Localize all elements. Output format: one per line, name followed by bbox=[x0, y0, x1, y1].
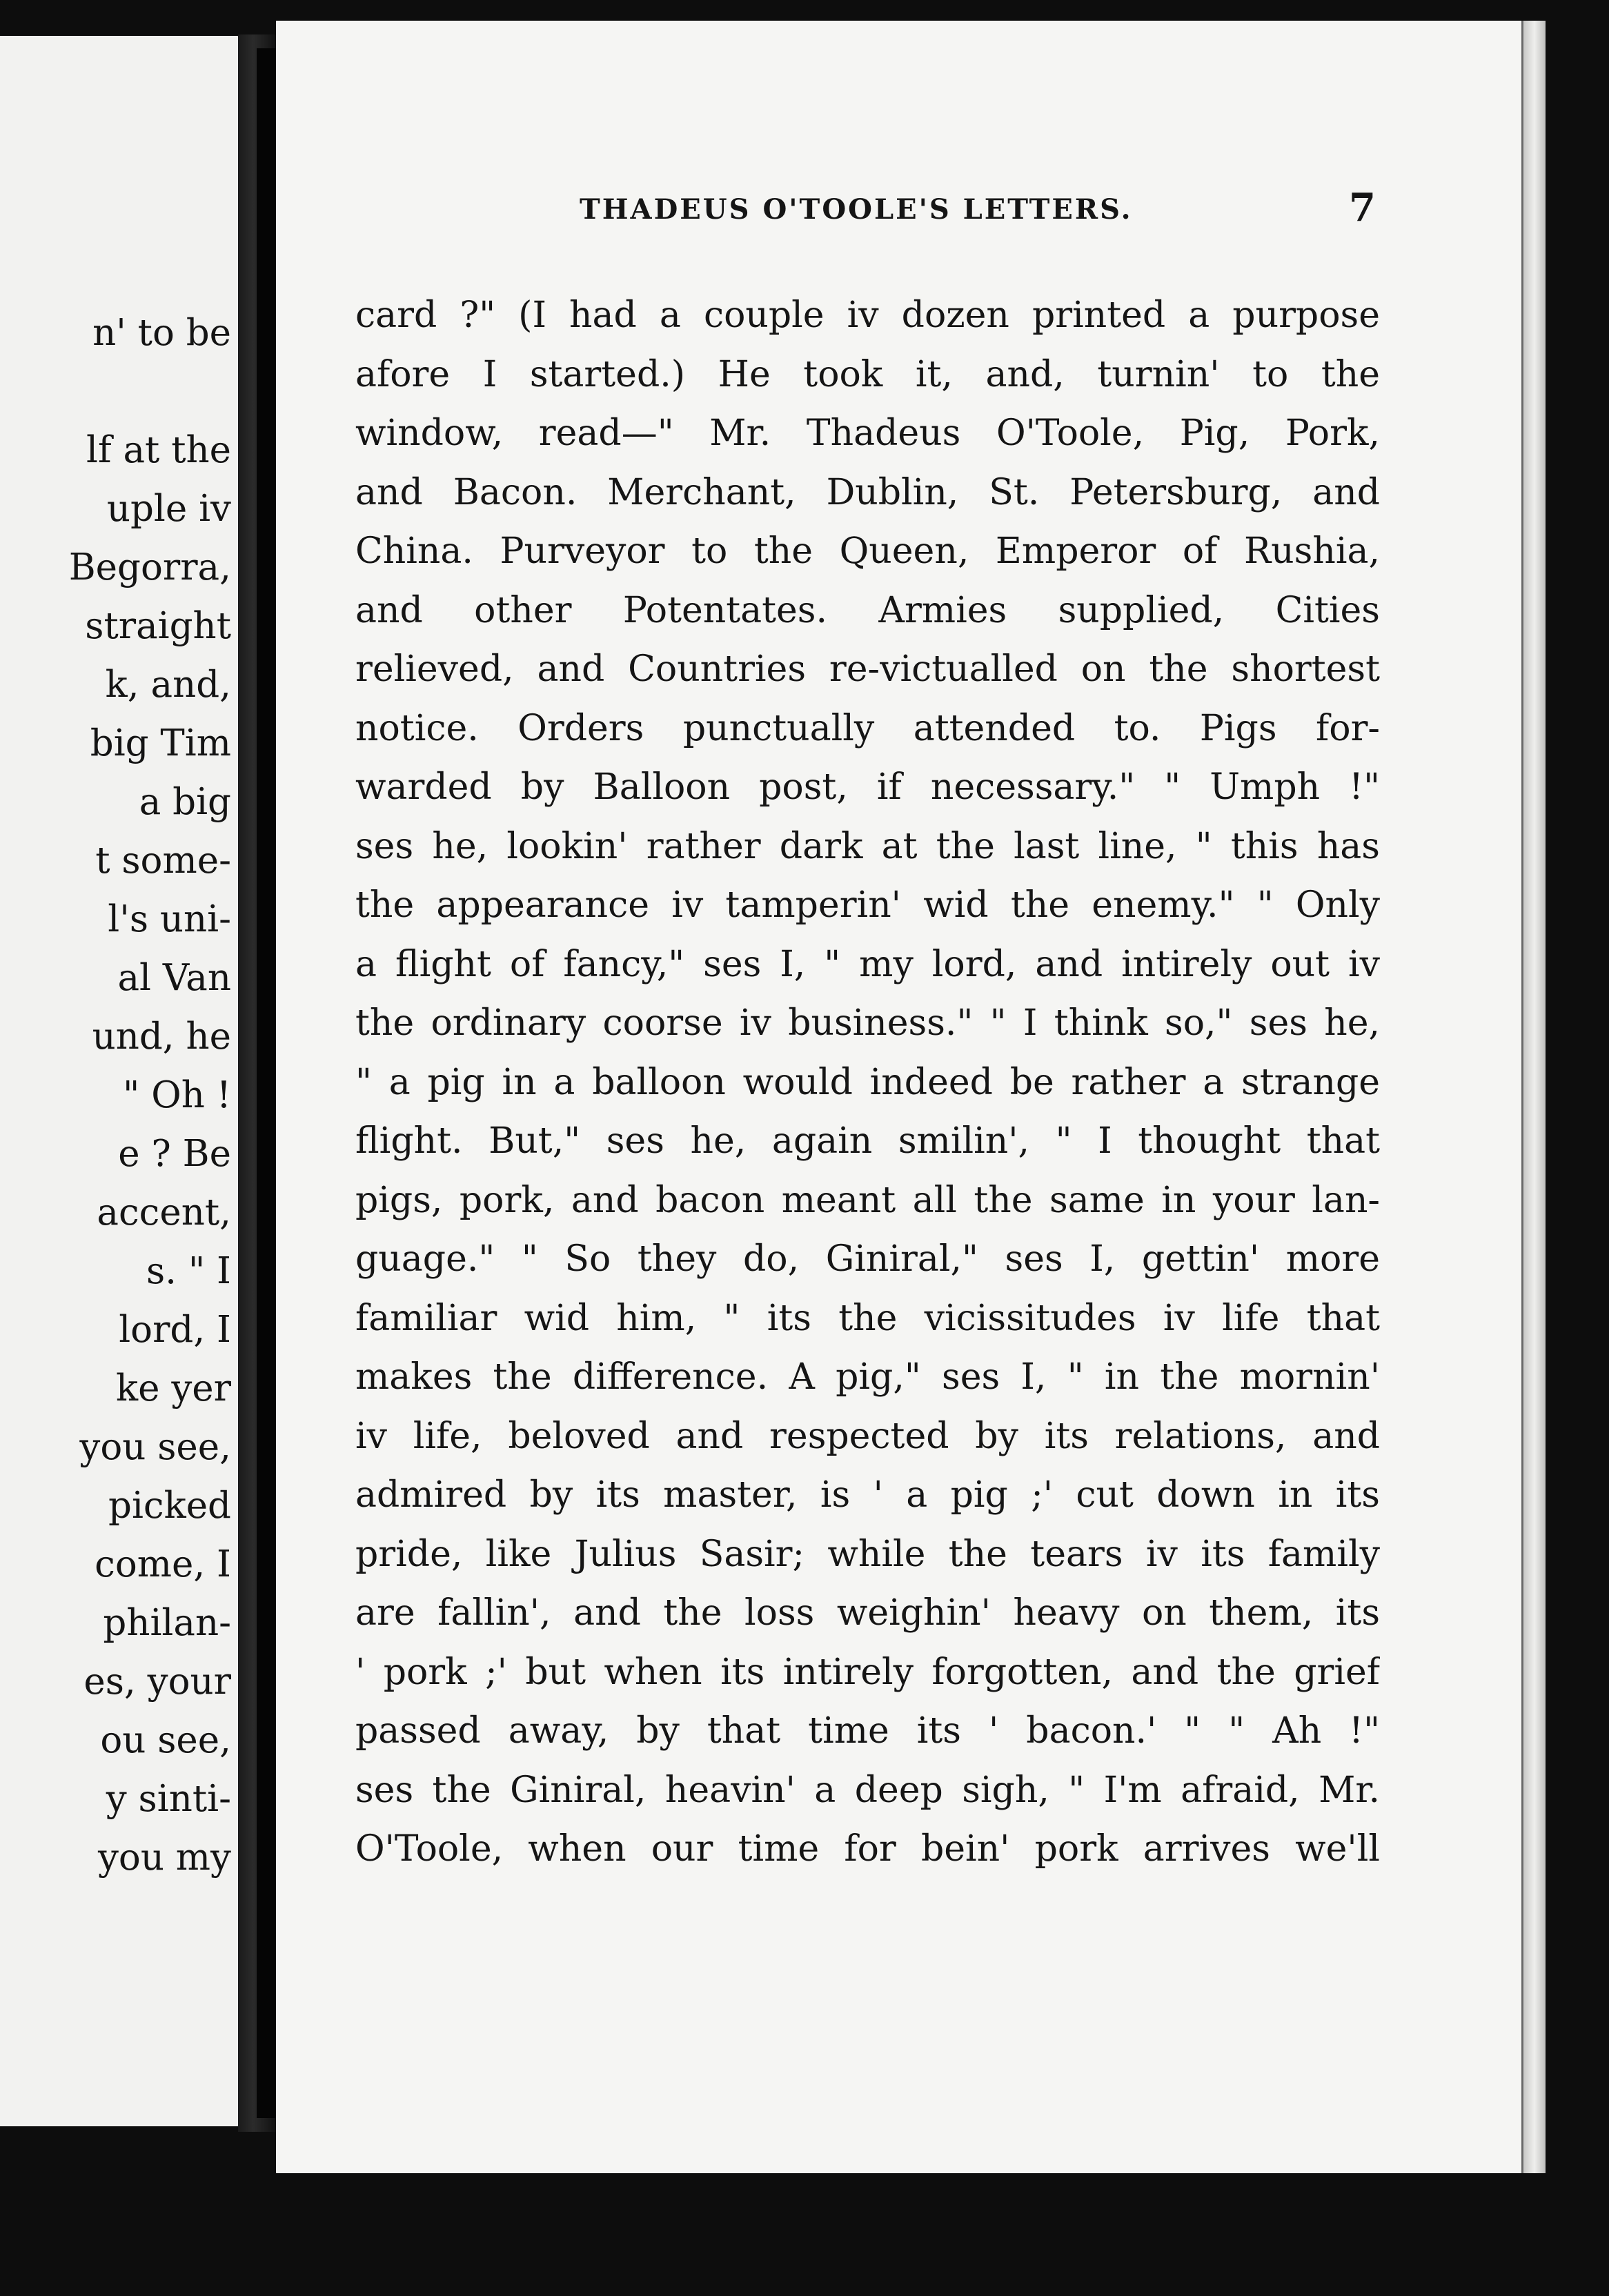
text-line: O'Toole, when our time for bein' pork arrives we'll bbox=[355, 1828, 1380, 1870]
binding-shadow-bar bbox=[257, 48, 277, 2118]
text-line: afore I started.) He took it, and, turnin' to the bbox=[355, 353, 1380, 395]
body-text bbox=[355, 286, 1380, 1879]
left-page-line: t some- bbox=[95, 840, 231, 882]
left-page-line: you my bbox=[97, 1837, 231, 1879]
text-line: pride, like Julius Sasir; while the tears iv its family bbox=[355, 1533, 1380, 1575]
text-line: ses the Giniral, heavin' a deep sigh, " I'm afraid, Mr. bbox=[355, 1769, 1380, 1811]
text-line: are fallin', and the loss weighin' heavy on them, its bbox=[355, 1592, 1380, 1634]
left-page-line: straight bbox=[85, 605, 231, 647]
text-line: iv life, beloved and respected by its relations, and bbox=[355, 1415, 1380, 1457]
text-line: admired by its master, is ' a pig ;' cut down in its bbox=[355, 1474, 1380, 1516]
left-page-line: come, I bbox=[95, 1543, 231, 1585]
running-head: THADEUS O'TOOLE'S LETTERS. bbox=[580, 193, 1133, 226]
left-page-line: k, and, bbox=[105, 664, 231, 706]
text-line: ' pork ;' but when its intirely forgotten, and the grief bbox=[355, 1651, 1380, 1693]
left-page-line: al Van bbox=[117, 957, 231, 999]
left-page-line: und, he bbox=[92, 1016, 231, 1058]
left-page-line: l's uni- bbox=[108, 898, 231, 940]
text-line: a flight of fancy," ses I, " my lord, and intirely out iv bbox=[355, 943, 1380, 985]
left-page-line: you see, bbox=[79, 1426, 231, 1468]
text-line: passed away, by that time its ' bacon.' " " Ah !" bbox=[355, 1710, 1380, 1752]
text-line: ses he, lookin' rather dark at the last line, " this has bbox=[355, 825, 1380, 867]
left-page-line: s. " I bbox=[146, 1250, 231, 1292]
left-page-line: ke yer bbox=[116, 1367, 231, 1409]
left-page-fragment bbox=[0, 36, 238, 2126]
left-page-line: big Tim bbox=[90, 722, 231, 764]
text-line: notice. Orders punctually attended to. Pigs for- bbox=[355, 707, 1380, 749]
text-line: guage." " So they do, Giniral," ses I, gettin' more bbox=[355, 1238, 1380, 1280]
left-page-line: lf at the bbox=[86, 429, 231, 471]
text-line: relieved, and Countries re-victualled on the shortest bbox=[355, 649, 1380, 690]
text-line: " a pig in a balloon would indeed be rather a strange bbox=[355, 1061, 1380, 1103]
text-line: window, read—" Mr. Thadeus O'Toole, Pig, Pork, bbox=[355, 413, 1380, 454]
left-page-line: philan- bbox=[103, 1602, 231, 1644]
left-page-line: n' to be bbox=[92, 312, 231, 354]
left-page-line: a big bbox=[139, 781, 231, 823]
left-page-line: y sinti- bbox=[106, 1778, 231, 1820]
text-line: card ?" (I had a couple iv dozen printed a purpose bbox=[355, 295, 1380, 336]
left-page-line: picked bbox=[108, 1485, 231, 1527]
text-line: the appearance iv tamperin' wid the enemy." " Only bbox=[355, 884, 1380, 926]
text-line: and Bacon. Merchant, Dublin, St. Petersburg, and bbox=[355, 471, 1380, 513]
left-page-line: e ? Be bbox=[118, 1133, 231, 1175]
text-line: pigs, pork, and bacon meant all the same in your lan- bbox=[355, 1179, 1380, 1221]
text-line: flight. But," ses he, again smilin', " I thought that bbox=[355, 1120, 1380, 1162]
text-line: and other Potentates. Armies supplied, Cities bbox=[355, 589, 1380, 631]
left-page-line: es, your bbox=[83, 1661, 231, 1703]
text-line: familiar wid him, " its the vicissitudes iv life that bbox=[355, 1297, 1380, 1339]
text-line: China. Purveyor to the Queen, Emperor of Rushia, bbox=[355, 531, 1380, 572]
left-page-line: " Oh ! bbox=[123, 1074, 231, 1116]
left-page-line: accent, bbox=[97, 1191, 231, 1234]
text-line: the ordinary coorse iv business." " I think so," ses he, bbox=[355, 1002, 1380, 1044]
text-line: warded by Balloon post, if necessary." " Umph !" bbox=[355, 766, 1380, 808]
left-page-line: Begorra, bbox=[68, 546, 231, 588]
page-edge bbox=[1521, 21, 1546, 2173]
page-number: 7 bbox=[1349, 185, 1376, 230]
left-page-line: uple iv bbox=[106, 488, 231, 530]
left-page-line: ou see, bbox=[100, 1719, 231, 1761]
left-page-line: lord, I bbox=[119, 1309, 231, 1351]
text-line: makes the difference. A pig," ses I, " in the mornin' bbox=[355, 1356, 1380, 1398]
